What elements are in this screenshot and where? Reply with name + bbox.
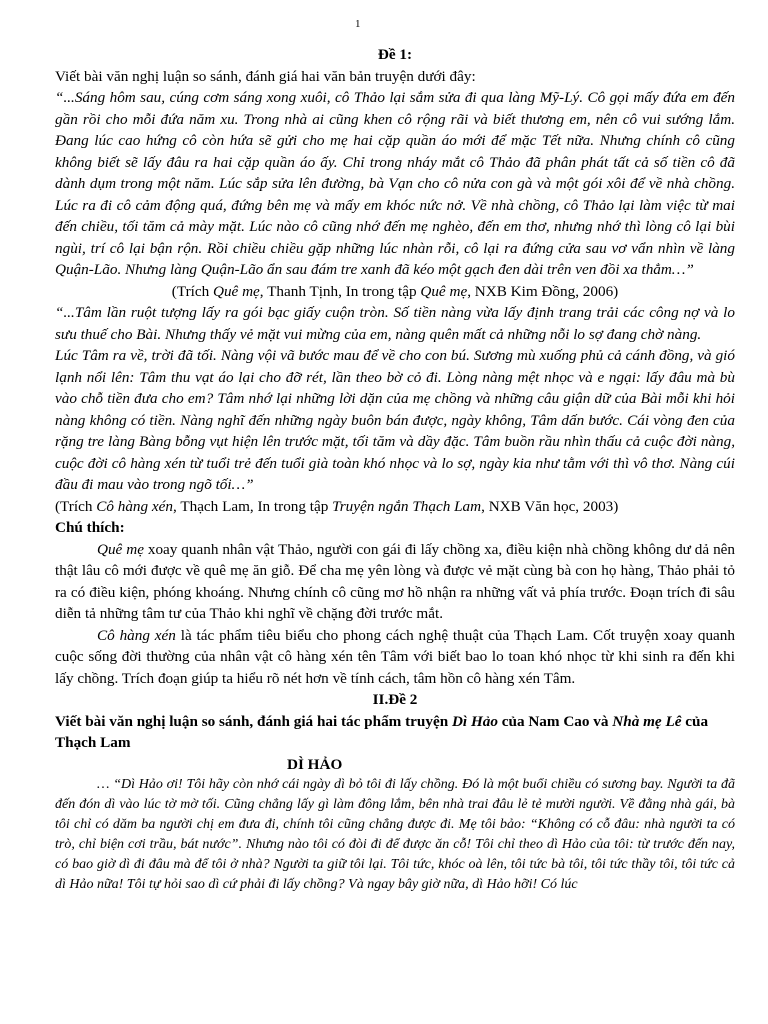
de2-heading: II.Đề 2 (372, 691, 418, 708)
source-work-title: Quê mẹ (212, 282, 260, 300)
source-suffix: , NXB Kim Đồng, 2006) (467, 282, 619, 300)
source-collection-title: Truyện ngắn Thạch Lam (332, 497, 482, 515)
source-que-me (55, 281, 735, 303)
page-number: 1 (355, 18, 361, 30)
source-middle: , Thạch Lam, In trong tập (173, 497, 333, 515)
note-text: xoay quanh nhân vật Thảo, người con gái đi lấy chồng xa, điều kiện nhà chồng không dư dả nên thật lâu cô mới được về quê mẹ ăn giỗ. Để cha mẹ yên lòng và được vẻ mặt cùng bà con họ hàng, Thảo phải tỏ ra có điều kiện, phóng khoáng. Nhưng chính cô cũng mơ hồ nhận ra những vất vả phía trước. Đoạn trích đi sâu diễn tả những tâm tư của Thảo khi nghĩ về chặng đời trước mắt. (55, 540, 735, 622)
de2-prompt-middle: của Nam Cao và (497, 712, 613, 730)
note-work-title: Quê mẹ (97, 540, 144, 558)
notes-heading: Chú thích: (55, 519, 125, 536)
de1-heading: Đề 1: (377, 46, 413, 63)
note-que-me (55, 539, 735, 625)
excerpt-co-hang-xen-part2: Lúc Tâm ra về, trời đã tối. Nàng vội vã bước mau để về cho con bú. Sương mù xuống phủ cả cánh đồng, và gió lạnh nổi lên: Tâm thu vạt áo lại cho đỡ rét, lần theo bờ cỏ đi. Lòng nàng mệt nhọc và e ngại: lấy đâu mà bù vào chỗ tiền đưa cho em? Tâm nhớ lại những lời dặn của mẹ chồng và những câu giận dữ của Bài mỗi khi hỏi nàng không có tiền. Nàng nghĩ đến những ngày buôn bán được, ngày không, Tâm dấn bước. Cái vòng đen của rặng tre làng Bàng bỗng vụt hiện lên trước mặt, tối tăm và dầy đặc. Tâm buồn rầu nhìn thấu cả cuộc đời nàng, cuộc đời cô hàng xén từ tuổi trẻ đến tuổi già toàn khó nhọc và lo sợ, ngày kia như tằm với thì vô thơ. Nàng cúi đầu đi mau vào trong ngõ tối…” (55, 347, 735, 493)
note-text: là tác phẩm tiêu biểu cho phong cách nghệ thuật của Thạch Lam. Cốt truyện xoay quanh cuộc sống đời thường của nhân vật cô hàng xén tên Tâm với biết bao lo toan khó nhọc từ khi sinh ra đến khi lấy chồng. Trích đoạn giúp ta hiểu rõ nét hơn về tính cách, tâm hồn cô hàng xén Tâm. (55, 626, 735, 687)
note-co-hang-xen (55, 625, 735, 690)
source-prefix: (Trích (55, 497, 97, 515)
de2-prompt (55, 711, 735, 754)
de1-prompt: Viết bài văn nghị luận so sánh, đánh giá hai văn bản truyện dưới đây: (55, 67, 476, 85)
de2-prompt-prefix: Viết bài văn nghị luận so sánh, đánh giá hai tác phẩm truyện (55, 712, 452, 730)
source-co-hang-xen (55, 496, 735, 518)
de2-prompt-suffix: của Thạch Lam (55, 712, 709, 751)
source-work-title: Cô hàng xén (96, 497, 173, 515)
note-work-title: Cô hàng xén (97, 626, 176, 644)
source-middle: , Thanh Tịnh, In trong tập (259, 282, 421, 300)
excerpt-co-hang-xen-part1: “...Tâm lần ruột tượng lấy ra gói bạc giấy cuộn tròn. Số tiền nàng vừa lấy định trang trải các công nợ và lo sưu thuế cho Bài. Nhưng thấy vẻ mặt vui mừng của em, nàng quên mất cả những nỗi lo sợ đang chờ nàng. (55, 304, 735, 343)
de2-work-di-hao: Dì Hảo (451, 712, 498, 730)
excerpt-que-me: “...Sáng hôm sau, cúng cơm sáng xong xuôi, cô Thảo lại sắm sửa đi qua làng Mỹ-Lý. Cô gọi mấy đứa em đến gần rồi cho mỗi đứa năm xu. Trong nhà ai cũng khen cô rộng rãi và biết thương em, nên cô vui sướng lắm. Đang lúc cao hứng cô còn hứa sẽ gửi cho mẹ hai cặp quần áo mới để mặc Tết nữa. Nhưng chính cô cũng không biết sẽ lấy đâu ra hai cặp quần áo ấy. Chỉ trong nháy mắt cô Thảo đã phân phát tất cả số tiền cô đã dành dụm trong một năm. Lúc sắp sửa lên đường, bà Vạn cho cô nửa con gà và một gói xôi để về nhà chồng. Lúc ra đi cô cảm động quá, đứng bên mẹ và mấy em khóc nức nở. Về nhà chồng, cô Thảo lại làm việc từ mai đến chiều, tối tăm cả mày mặt. Lúc nào cô cũng nhớ đến mẹ nghèo, đến em thơ, nhưng nhớ thì lòng cô lại bùi ngùi, trí cô lại bận rộn. Rồi chiều chiều gặp những lúc nhàn rỗi, cô lại ra đứng cửa sau vơ vẩn nhìn về làng Quận-Lão. Nhưng làng Quận-Lão ẩn sau đám tre xanh đã kéo một gạch đen dài trên ven đồi xa thẳm…” (55, 89, 735, 278)
de2-work-nha-me-le: Nhà mẹ Lê (612, 712, 682, 730)
document-content (55, 44, 735, 895)
story-title: DÌ HẢO (287, 755, 343, 773)
source-prefix: (Trích (171, 282, 213, 300)
source-collection-title: Quê mẹ (420, 282, 468, 300)
story-excerpt-di-hao: … “Dì Hảo ơi! Tôi hãy còn nhớ cái ngày dì bỏ tôi đi lấy chồng. Đó là một buổi chiều có sương bay. Người ta đã đến đón dì vào lúc tờ mờ tối. Cũng chẳng lấy gì làm đông lắm, bên nhà trai đâu lẻ tẻ mười người. Về đằng nhà gái, bà tôi chỉ có dăm ba người chị em đưa đi, chính tôi cũng chẳng được đi. Mẹ tôi bảo: “Không có cỗ đâu: nhà người ta có trò, chỉ biện cơi trầu, bát nước”. Nhưng nào tôi có đòi đi để được ăn cỗ! Tôi chỉ theo dì Hảo của tôi: từ trước đến nay, có bao giờ dì đi đâu mà để tôi ở nhà? Người ta giữ tôi lại. Tôi tức, khóc oà lên, tôi tức bà tôi, tôi tức thầy tôi, tôi tức cả dì Hảo nữa! Tôi tự hỏi sao dì cứ phải đi lấy chồng? Và ngay bây giờ nữa, dì Hảo hỡi! Có lúc (55, 777, 735, 892)
source-suffix: , NXB Văn học, 2003) (481, 497, 619, 515)
